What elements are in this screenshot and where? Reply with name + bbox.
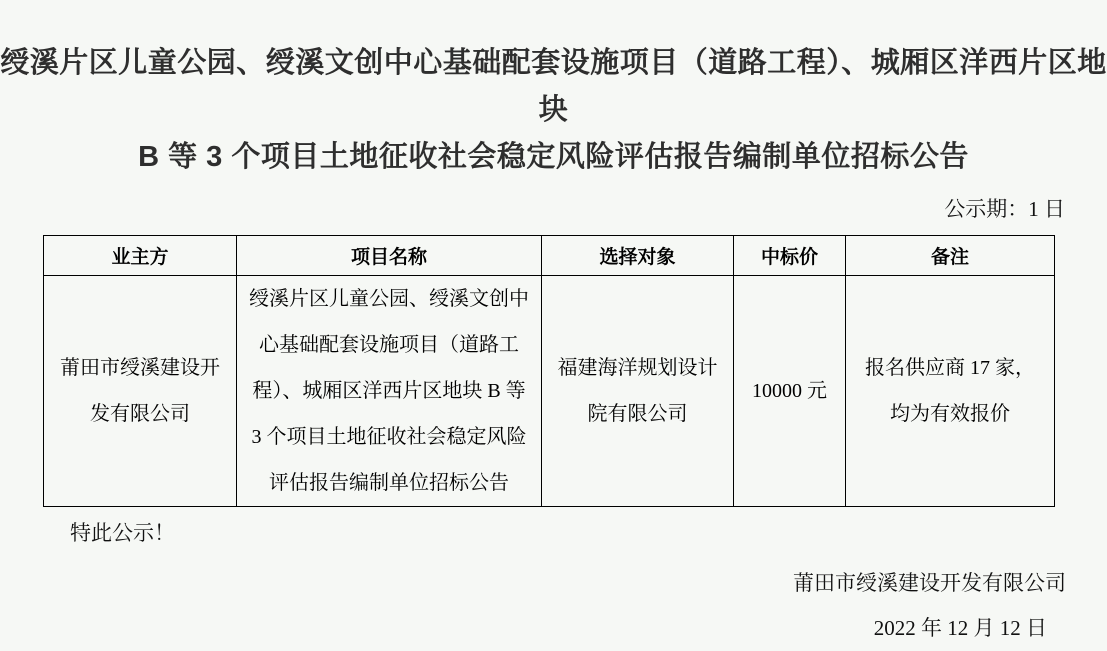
signature-company: 莆田市绶溪建设开发有限公司 [793,571,1066,595]
header-project-name: 项目名称 [237,236,542,276]
page-title-line-2: B 等 3 个项目土地征收社会稳定风险评估报告编制单位招标公告 [138,141,969,173]
tender-result-table [43,235,1055,507]
signature-date: 2022 年 12 月 12 日 [873,616,1047,640]
header-owner: 业主方 [44,236,237,276]
cell-owner: 莆田市绶溪建设开发有限公司 [44,276,237,507]
cell-note: 报名供应商 17 家，均为有效报价 [846,276,1055,507]
closing-statement: 特此公示！ [70,521,175,545]
publicity-period: 公示期：1 日 [944,197,1065,221]
page-title-line-1: 绶溪片区儿童公园、绶溪文创中心基础配套设施项目（道路工程）、城厢区洋西片区地块 [0,47,1107,126]
header-selected-party: 选择对象 [542,236,734,276]
header-note: 备注 [846,236,1055,276]
page-title [0,0,1107,181]
header-winning-price: 中标价 [734,236,846,276]
table-header-row [44,236,1055,276]
cell-project-name: 绶溪片区儿童公园、绶溪文创中心基础配套设施项目（道路工程）、城厢区洋西片区地块 B 等 3 个项目土地征收社会稳定风险评估报告编制单位招标公告 [237,276,542,507]
cell-selected-party: 福建海洋规划设计院有限公司 [542,276,734,507]
cell-winning-price: 10000 元 [734,276,846,507]
table-row [44,276,1055,507]
signature-block [0,561,1107,651]
